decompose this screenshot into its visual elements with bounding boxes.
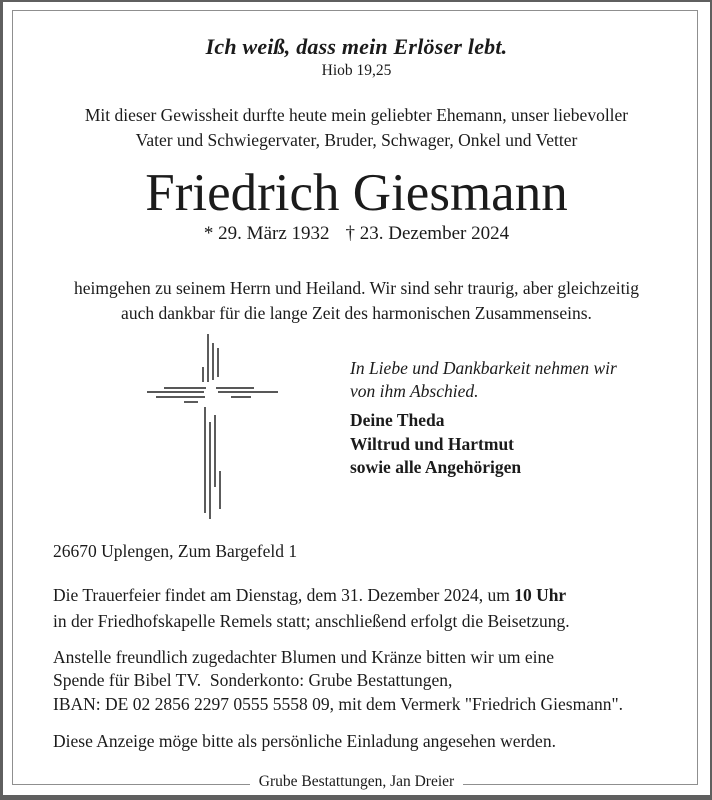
body-line: heimgehen zu seinem Herrn und Heiland. Wir sind sehr traurig, aber gleichzeitig — [73, 278, 640, 298]
mourner-name: sowie alle Angehörigen — [350, 457, 522, 477]
closing-note: Diese Anzeige möge bitte als persönliche Einladung angesehen werden. — [53, 731, 556, 751]
birth-date: * 29. März 1932 — [203, 223, 330, 244]
donation-info — [53, 646, 623, 716]
funeral-info — [53, 583, 570, 634]
body-line: auch dankbar für die lange Zeit des harmonischen Zusammenseins. — [121, 303, 592, 323]
deceased-name: Friedrich Giesmann — [145, 164, 568, 222]
funeral-line-pre: Die Trauerfeier findet am Dienstag, dem 31. Dezember 2024, um — [53, 585, 515, 605]
farewell-line: von ihm Abschied. — [350, 381, 479, 401]
mourner-name: Wiltrud und Hartmut — [350, 433, 515, 454]
address-line: 26670 Uplengen, Zum Bargefeld 1 — [53, 541, 298, 561]
intro-text — [3, 103, 710, 152]
funeral-line: in der Friedhofskapelle Remels statt; anschließend erfolgt die Beisetzung. — [53, 610, 570, 631]
quote-source: Hiob 19,25 — [321, 62, 392, 79]
death-date: † 23. Dezember 2024 — [345, 223, 510, 244]
intro-line: Vater und Schwiegervater, Bruder, Schwager, Onkel und Vetter — [135, 129, 578, 150]
mourner-name: Deine Theda — [350, 410, 445, 430]
farewell-text — [350, 357, 617, 403]
undertaker-signature — [3, 773, 710, 791]
intro-line: Mit dieser Gewissheit durfte heute mein geliebter Ehemann, unser liebevoller — [84, 105, 629, 125]
donation-line: IBAN: DE 02 2856 2297 0555 5558 09, mit dem Vermerk "Friedrich Giesmann". — [53, 693, 624, 714]
donation-line: Anstelle freundlich zugedachter Blumen und Kränze bitten wir um eine — [53, 647, 555, 667]
body-text — [3, 276, 710, 326]
farewell-line: In Liebe und Dankbarkeit nehmen wir — [350, 358, 617, 378]
donation-line: Spende für Bibel TV. Sonderkonto: Grube Bestattungen, — [53, 670, 453, 691]
life-dates — [3, 223, 710, 245]
opening-quote: Ich weiß, dass mein Erlöser lebt. — [205, 34, 508, 59]
cross-icon — [139, 331, 291, 525]
undertaker-name: Grube Bestattungen, Jan Dreier — [250, 773, 463, 790]
funeral-time: 10 Uhr — [514, 585, 567, 605]
mourners-list — [350, 409, 521, 480]
